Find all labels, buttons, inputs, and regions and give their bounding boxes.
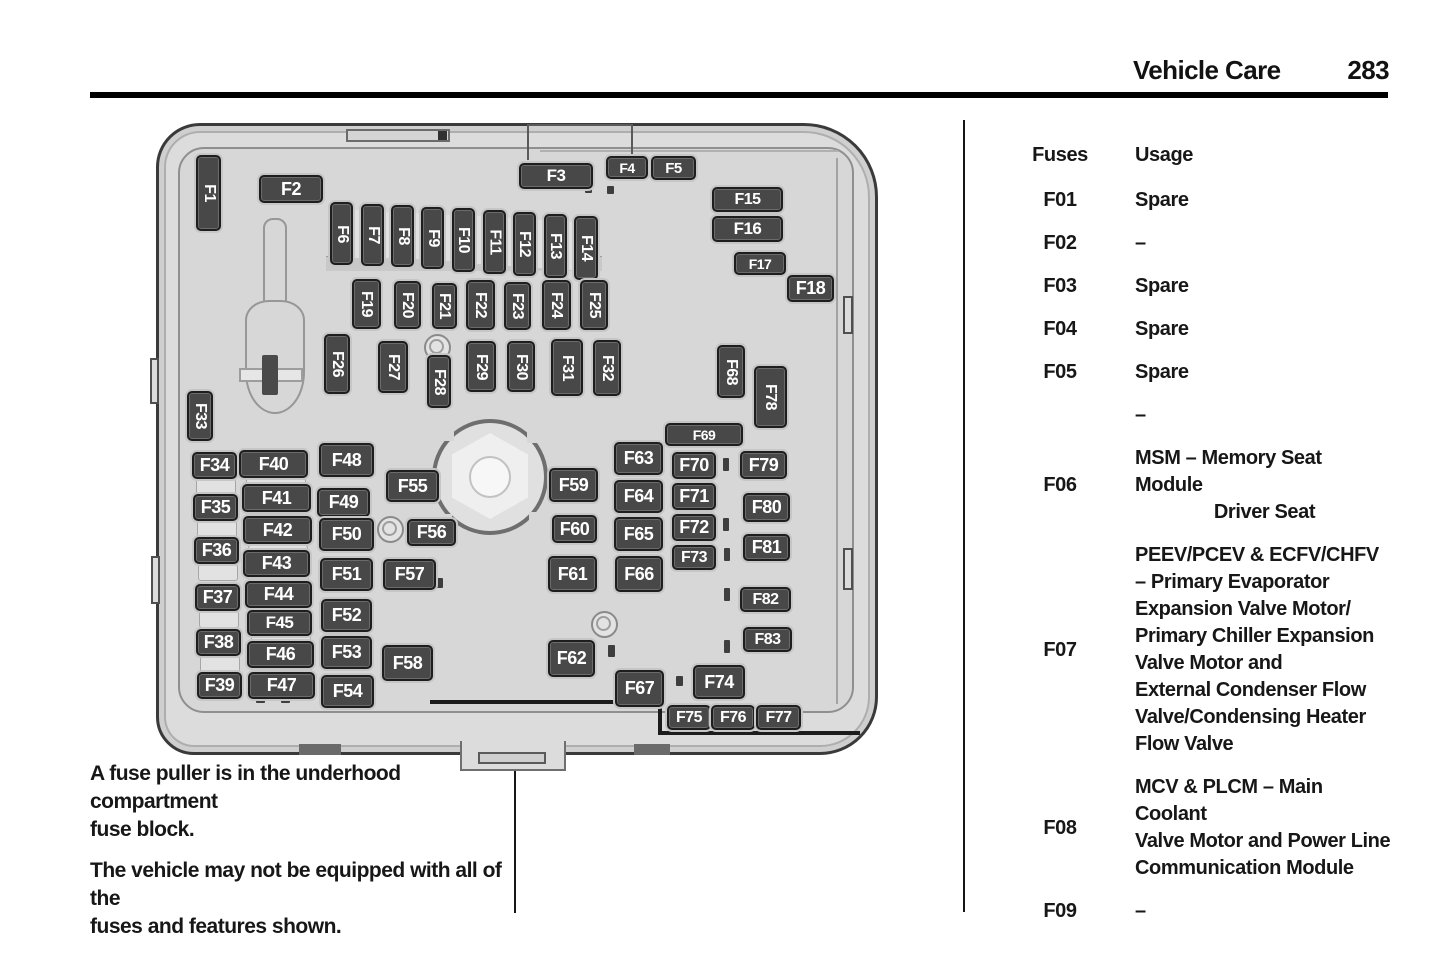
usage-line: Communication Module: [1135, 857, 1354, 879]
top-tab: [346, 129, 450, 142]
fuse-id-cell: F07: [1043, 638, 1077, 661]
fuse-label: F70: [679, 455, 709, 475]
fuse-label: F5: [665, 159, 682, 177]
fuse-label: F81: [751, 537, 782, 557]
fuse-F54: [321, 675, 374, 708]
usage-line: –: [1135, 404, 1146, 426]
inner-panel-edge: [836, 158, 838, 704]
usage-line: Valve Motor and Power Line: [1135, 830, 1391, 852]
fuse-label: F58: [392, 652, 423, 673]
fuse-F30: [507, 341, 535, 392]
fuse-usage-cell: [1110, 316, 1394, 343]
fuse-F68: [717, 345, 745, 398]
diagram-notes: [90, 760, 510, 954]
fuse-label: F26: [329, 350, 347, 378]
fuse-label: F50: [331, 524, 362, 544]
fuse-label: F42: [262, 519, 293, 540]
fuse-label: F63: [623, 448, 654, 468]
fuse-F80: [743, 493, 790, 522]
usage-line: MCV & PLCM – Main Coolant: [1135, 776, 1323, 825]
fuse-label: F47: [266, 675, 297, 695]
fuse-F11: [483, 210, 506, 274]
fuse-F83: [743, 627, 792, 652]
fuse-label: F62: [556, 648, 587, 668]
top-tab-mark: [438, 131, 447, 140]
fuse-label: F57: [394, 564, 425, 584]
fuse-label: F8: [394, 227, 412, 245]
usage-line: Primary Chiller Expansion: [1135, 625, 1374, 647]
fuse-label: F55: [397, 475, 428, 496]
usage-line: PEEV/PCEV & ECFV/CHFV: [1135, 544, 1379, 566]
fuse-F23: [504, 282, 531, 330]
fuse-label: F64: [623, 486, 654, 506]
usage-line: – Primary Evaporator: [1135, 571, 1330, 593]
fuse-F24: [542, 280, 571, 330]
fuse-label: F60: [559, 518, 590, 539]
left-edge-tab: [150, 358, 159, 404]
right-edge-slot: [843, 548, 853, 590]
usage-line: Expansion Valve Motor/: [1135, 598, 1351, 620]
fuse-label: F46: [265, 644, 296, 664]
fuse-label: F38: [203, 632, 234, 652]
fuse-F63: [614, 442, 663, 475]
fuse-label: F51: [331, 564, 362, 584]
fuse-label: F30: [513, 353, 531, 380]
fuse-label: F17: [748, 255, 772, 272]
fuse-connector-strip: [414, 213, 421, 259]
fuse-usage-cell: [1110, 542, 1394, 758]
fuse-F20: [394, 281, 421, 329]
fuse-F35: [193, 494, 238, 521]
top-bracket: [527, 124, 633, 160]
fuse-label: F78: [762, 383, 780, 411]
interior-step-line: [658, 731, 860, 735]
fuse-label: F40: [258, 453, 289, 474]
fuse-label: F67: [624, 678, 655, 698]
fuse-F60: [552, 515, 597, 543]
fuse-F17: [734, 252, 786, 275]
fuse-table-row: [1010, 187, 1394, 214]
connector-nub: [724, 640, 730, 653]
fuse-label: F37: [202, 587, 233, 607]
fuse-label: F2: [280, 178, 301, 199]
fuse-F25: [580, 280, 608, 330]
fuse-F27: [378, 341, 408, 393]
fuse-F16: [712, 216, 783, 242]
fuse-label: F72: [679, 517, 709, 537]
fuse-F64: [614, 480, 663, 513]
fuse-connector-strip: [475, 216, 483, 264]
fuse-label: F49: [328, 492, 359, 512]
fuse-F49: [317, 488, 370, 517]
header-rule: [90, 92, 1388, 98]
fuse-label: F82: [752, 590, 779, 608]
fuse-F71: [672, 483, 716, 510]
fuse-F36: [194, 537, 239, 564]
fuse-F5: [651, 156, 696, 180]
fuse-F4: [606, 156, 648, 179]
page-header: [1133, 55, 1389, 86]
fuse-id-cell: F02: [1043, 232, 1077, 254]
fuse-F57: [383, 559, 436, 590]
fuse-F79: [740, 451, 787, 479]
fuse-label: F61: [557, 563, 588, 584]
fuse-F65: [614, 517, 663, 551]
fuse-F53: [321, 636, 372, 669]
bolt-hole: [377, 516, 404, 543]
note-paragraph: The vehicle may not be equipped with all of the fuses and features shown.: [90, 859, 502, 938]
usage-line: Flow Valve: [1135, 733, 1234, 755]
fuse-connector-strip: [506, 218, 513, 266]
fuse-id-cell: F05: [1043, 361, 1077, 383]
connector-nub: [724, 588, 730, 601]
fuse-usage-table: [1010, 142, 1394, 941]
fuse-F15: [712, 187, 783, 212]
fuse-F31: [551, 339, 583, 396]
main-column-divider: [963, 120, 965, 912]
fuse-F46: [247, 641, 314, 668]
fuse-F74: [693, 665, 745, 699]
fuse-table-row: [1010, 359, 1394, 386]
fuse-id-cell: F06: [1043, 474, 1077, 496]
fuse-F70: [672, 452, 716, 479]
fuse-usage-cell: [1110, 774, 1394, 882]
fuse-F50: [319, 518, 374, 551]
empty-fuse-slot: [199, 611, 239, 628]
fuse-F37: [195, 584, 240, 611]
fuse-id-cell: F01: [1043, 189, 1077, 211]
fuse-label: F19: [358, 290, 376, 318]
fuse-label: F23: [509, 292, 527, 320]
fuse-F48: [319, 443, 374, 477]
fuse-F42: [243, 516, 312, 544]
fuse-F10: [452, 208, 475, 272]
usage-line: External Condenser Flow: [1135, 679, 1366, 701]
fuse-label: F53: [331, 642, 362, 662]
usage-line: Spare: [1135, 361, 1189, 383]
fuse-label: F79: [748, 454, 779, 475]
fuse-table-row: [1010, 316, 1394, 343]
fuse-usage-cell: [1110, 402, 1394, 429]
fuse-label: F73: [680, 548, 708, 566]
fuse-label: F36: [201, 540, 232, 560]
fuse-F52: [321, 599, 372, 632]
fuse-usage-cell: [1110, 273, 1394, 300]
fuse-label: F59: [558, 474, 589, 495]
fuse-table-row: [1010, 402, 1394, 429]
fuse-label: F3: [546, 166, 566, 185]
usage-line: –: [1135, 232, 1146, 254]
fuse-F33: [187, 391, 213, 441]
connector-nub: [676, 676, 683, 686]
fuse-label: F66: [624, 563, 654, 584]
fuse-id-cell: F08: [1043, 816, 1077, 839]
fuse-F38: [196, 629, 241, 656]
fuse-F43: [243, 550, 310, 577]
fuse-label: F18: [795, 278, 826, 298]
fuse-label: F4: [619, 159, 635, 176]
fuse-label: F9: [424, 229, 442, 247]
bottom-latch-right: [634, 744, 670, 755]
ring-gap: [529, 512, 545, 528]
fuse-id-cell: F03: [1043, 275, 1077, 297]
table-body: [1010, 187, 1394, 925]
fuse-label: F48: [331, 449, 362, 470]
fuse-F39: [197, 672, 242, 699]
fuse-F29: [466, 341, 496, 392]
fuse-F44: [245, 581, 312, 608]
fuse-table-row: [1010, 542, 1394, 758]
fuse-label: F15: [734, 190, 761, 208]
fuse-label: F76: [719, 708, 747, 726]
ring-gap: [527, 427, 543, 443]
fuse-F9: [421, 207, 444, 269]
fuse-F13: [544, 214, 567, 278]
fuse-F82: [740, 587, 791, 612]
notes-column-divider: [514, 763, 516, 913]
fuse-label: F32: [599, 354, 617, 382]
fuse-F1: [196, 155, 221, 231]
fuse-F81: [743, 534, 790, 561]
fuse-F67: [615, 670, 664, 707]
fuse-usage-cell: [1110, 187, 1394, 214]
fuse-label: F31: [558, 354, 576, 381]
connector-nub: [608, 645, 615, 657]
fuse-label: F52: [331, 605, 362, 625]
fuse-F55: [386, 470, 439, 502]
fuse-label: F29: [473, 353, 491, 380]
fuse-F62: [548, 640, 595, 677]
fuse-label: F1: [200, 184, 218, 202]
fuse-puller-grip: [262, 355, 278, 395]
fuse-label: F11: [486, 229, 504, 255]
fuse-table-row: [1010, 898, 1394, 925]
fuse-label: F75: [675, 708, 703, 726]
fuse-usage-cell: [1110, 898, 1394, 925]
fuse-F69: [665, 423, 743, 446]
fuse-label: F39: [204, 675, 235, 695]
fuse-label: F28: [431, 368, 449, 395]
fuse-label: F77: [765, 708, 792, 726]
fuse-F77: [756, 705, 801, 730]
fuse-table-row: [1010, 230, 1394, 257]
fuse-label: F69: [692, 426, 716, 443]
fuse-label: F33: [192, 402, 210, 430]
usage-line: Spare: [1135, 189, 1189, 211]
fuse-label: F74: [704, 671, 734, 692]
fuse-label: F24: [548, 291, 566, 319]
fuse-F41: [242, 484, 311, 512]
fuse-F40: [239, 450, 308, 478]
note-paragraph: A fuse puller is in the underhood compartment fuse block.: [90, 762, 401, 841]
fuse-label: F68: [723, 358, 741, 385]
fuse-F76: [711, 705, 755, 730]
bolt-hole: [591, 611, 618, 638]
usage-line: MSM – Memory Seat Module: [1135, 447, 1322, 496]
fuse-F61: [548, 556, 597, 592]
fuse-label: F45: [265, 613, 294, 632]
fuse-label: F34: [199, 455, 230, 475]
fuse-F78: [754, 366, 787, 428]
empty-fuse-slot: [198, 564, 238, 581]
fuse-F34: [192, 452, 237, 479]
left-edge-tab: [151, 556, 160, 604]
fuse-connector-strip: [353, 210, 361, 258]
page-number: 283: [1347, 55, 1389, 85]
fuse-label: F14: [578, 234, 596, 262]
fuse-F28: [427, 355, 451, 408]
fuse-F75: [667, 705, 711, 730]
fuse-F7: [361, 204, 384, 266]
fuse-label: F16: [733, 219, 762, 238]
col-header-fuses: Fuses: [1032, 144, 1088, 166]
connector-nub: [607, 186, 614, 194]
usage-line: Driver Seat: [1213, 501, 1316, 523]
fuse-label: F80: [751, 497, 782, 517]
connector-nub: [436, 578, 443, 588]
fuse-label: F22: [472, 291, 490, 319]
fuse-usage-cell: [1110, 445, 1394, 526]
fuse-label: F83: [754, 630, 781, 648]
fuse-label: F21: [436, 292, 454, 320]
fuse-F51: [320, 558, 373, 591]
section-title: Vehicle Care: [1133, 55, 1281, 85]
fuse-table-row: [1010, 445, 1394, 526]
fuse-label: F54: [332, 681, 363, 701]
fuse-label: F13: [547, 232, 565, 260]
fuse-F58: [382, 645, 433, 681]
fuse-table-row: [1010, 273, 1394, 300]
usage-line: Spare: [1135, 318, 1189, 340]
fuse-label: F20: [399, 291, 417, 319]
fuse-label: F44: [263, 584, 294, 604]
fuse-F32: [593, 340, 621, 396]
ring-gap: [438, 425, 454, 441]
fuse-F21: [432, 283, 457, 329]
fuse-label: F41: [261, 487, 292, 508]
usage-line: Valve/Condensing Heater: [1135, 706, 1366, 728]
fuse-F8: [391, 205, 414, 267]
fuse-F22: [466, 280, 495, 330]
fuse-F6: [330, 202, 353, 265]
fuse-F73: [672, 545, 716, 570]
connector-nub: [723, 518, 729, 531]
fuse-usage-cell: [1110, 359, 1394, 386]
fuse-F2: [259, 175, 323, 203]
fuse-label: F7: [364, 226, 382, 244]
usage-line: Spare: [1135, 275, 1189, 297]
fuse-table-row: [1010, 774, 1394, 882]
fuse-F72: [672, 514, 716, 541]
fuse-label: F65: [623, 523, 654, 544]
fuse-connector-strip: [384, 212, 391, 258]
connector-nub: [723, 458, 729, 471]
bottom-latch-left: [299, 744, 341, 755]
fuse-label: F35: [200, 497, 231, 517]
empty-fuse-slot: [200, 656, 240, 673]
fuse-connector-strip: [444, 215, 452, 261]
fuse-F59: [549, 468, 598, 502]
fuse-F45: [247, 610, 312, 636]
fuse-label: F10: [455, 226, 473, 254]
table-header: [1010, 142, 1394, 169]
fuse-usage-cell: [1110, 230, 1394, 257]
connector-nub: [724, 548, 730, 561]
fuse-F66: [615, 556, 663, 592]
col-header-usage: Usage: [1135, 144, 1194, 166]
right-edge-slot: [843, 296, 853, 334]
fuse-F56: [407, 519, 456, 546]
fuse-F12: [513, 212, 536, 276]
usage-line: –: [1135, 900, 1146, 922]
fuse-connector-strip: [567, 222, 574, 270]
fuse-F19: [352, 279, 381, 329]
fuse-id-cell: F09: [1043, 900, 1077, 922]
fuse-id-cell: F04: [1043, 318, 1077, 340]
fuse-label: F71: [679, 486, 709, 506]
fuse-connector-strip: [536, 220, 544, 268]
fuse-label: F25: [586, 291, 604, 319]
fuse-label: F43: [261, 553, 292, 573]
fuse-F3: [519, 163, 593, 189]
fuse-label: F27: [385, 353, 403, 381]
fuse-label: F6: [333, 224, 351, 243]
center-nut-core: [469, 456, 511, 498]
fuse-F18: [787, 275, 834, 302]
empty-fuse-slot: [197, 521, 237, 538]
fuse-F26: [324, 334, 350, 394]
fuse-F47: [248, 672, 315, 699]
usage-line: Valve Motor and: [1135, 652, 1283, 674]
fuse-label: F12: [516, 230, 534, 258]
fuse-F14: [574, 216, 598, 280]
fuse-label: F56: [416, 522, 447, 542]
